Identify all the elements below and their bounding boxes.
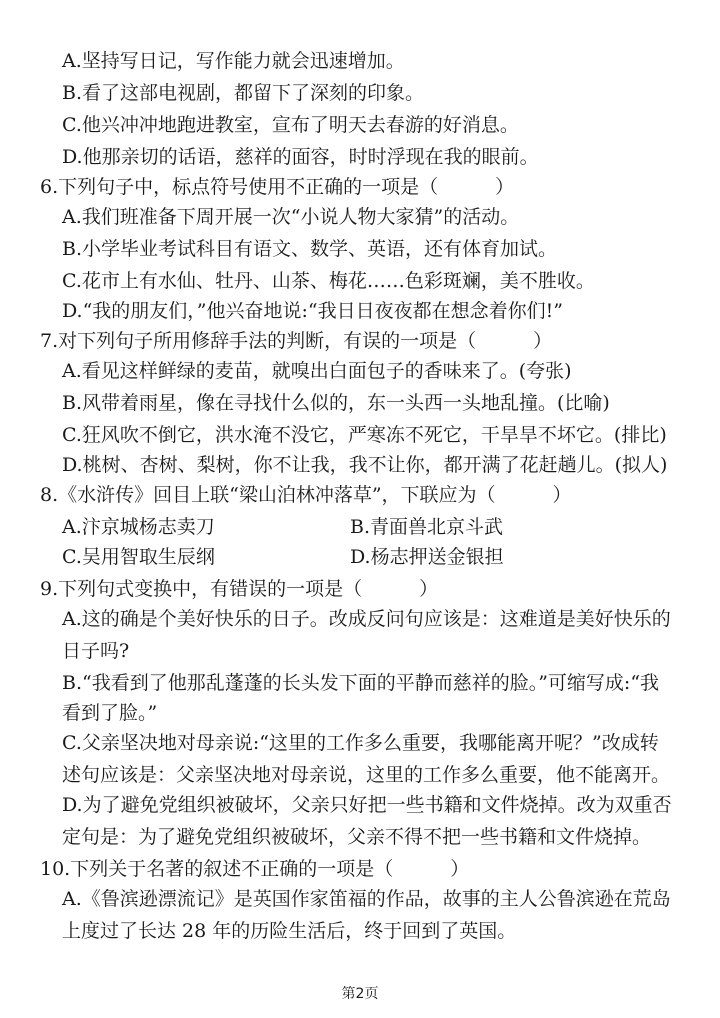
q9-option-b: B.“我看到了他那乱蓬蓬的长头发下面的平静而慈祥的脸。”可缩写成:“我 <box>62 672 660 694</box>
q8-stem: 8.《水浒传》回目上联“梁山泊林冲落草”，下联应为（ ） <box>40 484 572 506</box>
q8-option-c: C.吴用智取生辰纲 <box>62 546 215 568</box>
q9-option-d-cont: 定句是：为了避免党组织被破坏，父亲不得不把一些书籍和文件烧掉。 <box>62 826 652 848</box>
q9-option-c-cont: 述句应该是：父亲坚决地对母亲说，这里的工作多么重要，他不能离开。 <box>62 764 671 786</box>
q8-option-d: D.杨志押送金银担 <box>350 546 504 568</box>
q6-stem: 6.下列句子中，标点符号使用不正确的一项是（ ） <box>40 176 515 198</box>
q9-option-a-cont: 日子吗? <box>62 640 130 662</box>
q7-option-d: D.桃树、杏树、梨树，你不让我，我不让你，都开满了花赶趟儿。(拟人) <box>62 454 668 476</box>
q5-option-a: A.坚持写日记，写作能力就会迅速增加。 <box>62 50 405 72</box>
q6-option-c: C.花市上有水仙、牡丹、山茶、梅花……色彩斑斓，美不胜收。 <box>62 270 595 292</box>
q8-option-a: A.汴京城杨志卖刀 <box>62 516 215 538</box>
q10-option-a: A.《鲁滨逊漂流记》是英国作家笛福的作品，故事的主人公鲁滨逊在荒岛 <box>62 888 671 910</box>
q6-option-b: B.小学毕业考试科目有语文、数学、英语，还有体育加试。 <box>62 238 558 260</box>
q7-option-b: B.风带着雨星，像在寻找什么似的，东一头西一头地乱撞。(比喻) <box>62 392 610 414</box>
q6-option-d: D.“我的朋友们，”他兴奋地说:“我日日夜夜都在想念着你们!” <box>62 300 563 322</box>
q9-stem: 9.下列句式变换中，有错误的一项是（ ） <box>40 578 439 600</box>
q7-stem: 7.对下列句子所用修辞手法的判断，有误的一项是（ ） <box>40 330 553 352</box>
q10-option-a-cont: 上度过了长达 28 年的历险生活后，终于回到了英国。 <box>62 920 517 942</box>
q8-option-b: B.青面兽北京斗武 <box>350 516 504 538</box>
q5-option-b: B.看了这部电视剧，都留下了深刻的印象。 <box>62 82 425 104</box>
q5-option-c: C.他兴冲冲地跑进教室，宣布了明天去春游的好消息。 <box>62 114 519 136</box>
q7-option-c: C.狂风吹不倒它，洪水淹不没它，严寒冻不死它，干旱旱不坏它。(排比) <box>62 424 667 446</box>
q9-option-a: A.这的确是个美好快乐的日子。改成反问句应该是：这难道是美好快乐的 <box>62 608 671 630</box>
q9-option-c: C.父亲坚决地对母亲说:“这里的工作多么重要，我哪能离开呢？”改成转 <box>62 732 659 754</box>
q6-option-a: A.我们班准备下周开展一次“小说人物大家猜”的活动。 <box>62 206 520 228</box>
q9-option-b-cont: 看到了脸。” <box>62 702 158 724</box>
q10-stem: 10.下列关于名著的叙述不正确的一项是（ ） <box>40 858 470 880</box>
q5-option-d: D.他那亲切的话语，慈祥的面容，时时浮现在我的眼前。 <box>62 146 539 168</box>
q9-option-d: D.为了避免党组织被破坏，父亲只好把一些书籍和文件烧掉。改为双重否 <box>62 794 672 816</box>
q7-option-a: A.看见这样鲜绿的麦苗，就嗅出白面包子的香味来了。(夸张) <box>62 360 572 382</box>
page-number: 第2页 <box>341 986 379 1002</box>
